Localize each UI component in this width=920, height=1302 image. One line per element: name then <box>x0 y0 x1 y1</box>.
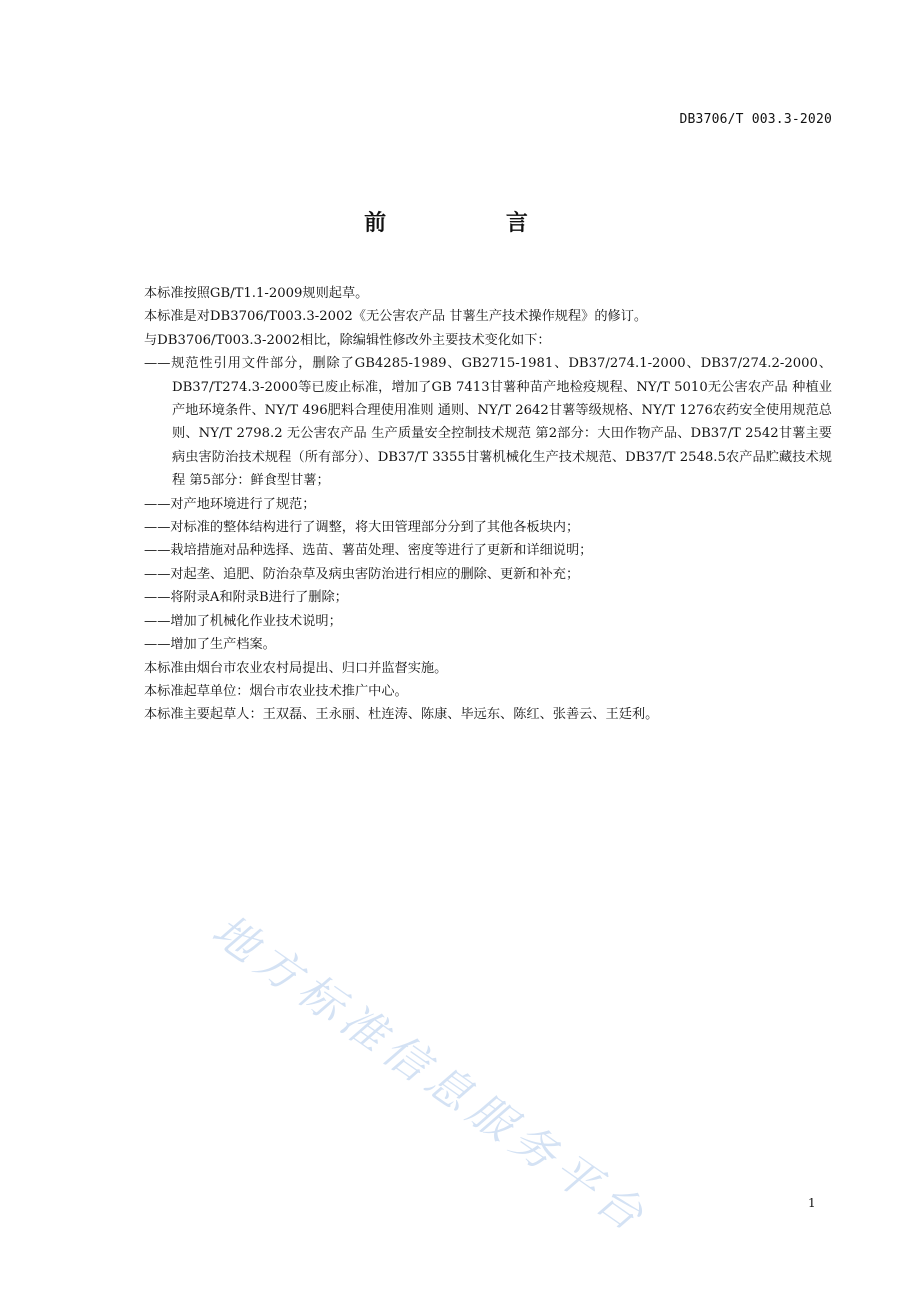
change-item-references: ——规范性引用文件部分，删除了GB4285-1989、GB2715-1981、DB37/274.1-2000、DB37/274.2-2000、DB37/T274.3-2000等已废止标准，增加了GB 7413甘薯种苗产地检疫规程、NY/T 5010无公害农产品 种植业产地环境条件、NY/T 496肥料合理使用准则 通则、NY/T 2642甘薯等级规格、NY/T 1276农药安全使用规范总则、NY/T 2798.2 无公害农产品 生产质量安全控制技术规范 第2部分：大田作物产品、DB37/T 2542甘薯主要病虫害防治技术规程（所有部分）、DB37/T 3355甘薯机械化生产技术规范、DB37/T 2548.5农产品贮藏技术规程 第5部分：鲜食型甘薯； <box>144 356 832 489</box>
page-number: 1 <box>808 1196 816 1210</box>
change-item-environment: ——对产地环境进行了规范； <box>144 496 316 512</box>
document-body <box>144 282 832 727</box>
change-item-cultivation: ——栽培措施对品种选择、选苗、薯苗处理、密度等进行了更新和详细说明； <box>144 543 593 559</box>
watermark: 地方标准信息服务平台 <box>202 904 659 1245</box>
paragraph-changes-intro: 与DB3706/T003.3-2002相比，除编辑性修改外主要技术变化如下： <box>144 332 551 348</box>
change-item-management: ——对起垄、追肥、防治杂草及病虫害防治进行相应的删除、更新和补充； <box>144 566 580 582</box>
paragraph-revision-note: 本标准是对DB3706/T003.3-2002《无公害农产品 甘薯生产技术操作规程》的修订。 <box>144 309 648 325</box>
change-item-structure: ——对标准的整体结构进行了调整，将大田管理部分分到了其他各板块内； <box>144 520 580 536</box>
change-item-appendix: ——将附录A和附录B进行了删除； <box>144 590 348 606</box>
paragraph-drafting-rule: 本标准按照GB/T1.1-2009规则起草。 <box>144 286 369 301</box>
change-item-mechanization: ——增加了机械化作业技术说明； <box>144 613 342 629</box>
page-title: 前 言 <box>364 211 584 236</box>
paragraph-drafting-unit: 本标准起草单位：烟台市农业技术推广中心。 <box>144 683 408 699</box>
paragraph-proposer: 本标准由烟台市农业农村局提出、归口并监督实施。 <box>144 660 448 676</box>
change-item-records: ——增加了生产档案。 <box>144 637 276 653</box>
paragraph-drafters: 本标准主要起草人：王双磊、王永丽、杜连涛、陈康、毕远东、陈红、张善云、王廷利。 <box>144 707 659 723</box>
document-code: DB3706/T 003.3-2020 <box>679 112 832 127</box>
